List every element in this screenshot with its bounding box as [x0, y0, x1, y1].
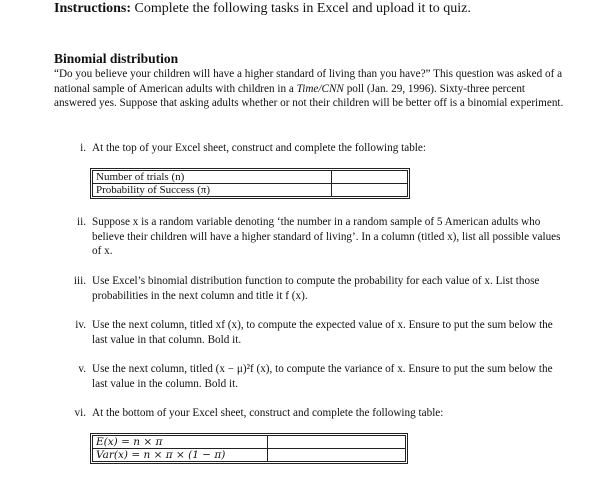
results-table — [92, 435, 406, 462]
task-item-4 — [62, 318, 562, 347]
task-text: At the bottom of your Excel sheet, construct and complete the following table: — [92, 407, 444, 419]
section-heading: Binomial distribution — [54, 51, 179, 66]
task-item-6 — [62, 406, 562, 421]
task-number: v. — [78, 363, 86, 375]
instructions-line — [54, 0, 471, 17]
table-row — [93, 436, 406, 449]
task-text: Use the next column, titled (x − μ)²f (x), to compute the variance of x. Ensure to put the sum below the last value in the column. Bold it. — [92, 363, 553, 390]
table-cell-label: Probability of Success (π) — [93, 184, 332, 197]
table-cell-label: Var(x) = n × π × (1 − π) — [93, 449, 268, 462]
table-row — [93, 449, 406, 462]
table-row — [93, 171, 408, 184]
instructions-label: Instructions: — [54, 1, 132, 16]
poll-source: Time/CNN — [296, 82, 344, 95]
task-item-5 — [62, 362, 562, 391]
table-cell-value — [332, 171, 408, 184]
task-number: vi. — [74, 407, 86, 419]
table-cell-label: Number of trials (n) — [93, 171, 332, 184]
task-item-3 — [62, 274, 562, 303]
task-number: ii. — [76, 216, 86, 228]
table-cell-value — [268, 436, 406, 449]
table-cell-value — [268, 449, 406, 462]
task-item-1 — [62, 141, 562, 156]
task-number: iii. — [73, 275, 86, 287]
intro-paragraph: “Do you believe your children will have a higher standard of living than you have?” This question was asked of a national sample of American adults with children in a Time/CNN poll (Jan. 29, 1996). Sixty-three percent answered yes. Suppose that asking adults whether or not their children will be better off is a binomial experiment. — [54, 68, 564, 110]
table-cell-value — [332, 184, 408, 197]
task-item-2 — [62, 215, 562, 259]
task-text: At the top of your Excel sheet, construct and complete the following table: — [92, 142, 426, 154]
task-number: i. — [80, 142, 86, 154]
table-row — [93, 184, 408, 197]
task-text: Suppose x is a random variable denoting ‘the number in a random sample of 5 American adults who believe their children will have a higher standard of living’. In a column (titled x), list all possible values of x. — [92, 216, 561, 258]
task-number: iv. — [75, 319, 86, 331]
table-cell-label: E(x) = n × π — [93, 436, 268, 449]
instructions-text: Complete the following tasks in Excel and upload it to quiz. — [131, 1, 471, 16]
parameters-table — [92, 170, 408, 197]
task-text: Use Excel’s binomial distribution function to compute the probability for each value of x. List those probabilities in the next column and title it f (x). — [92, 275, 540, 302]
task-text: Use the next column, titled xf (x), to compute the expected value of x. Ensure to put the sum below the last value in that column. Bold it. — [92, 319, 553, 346]
